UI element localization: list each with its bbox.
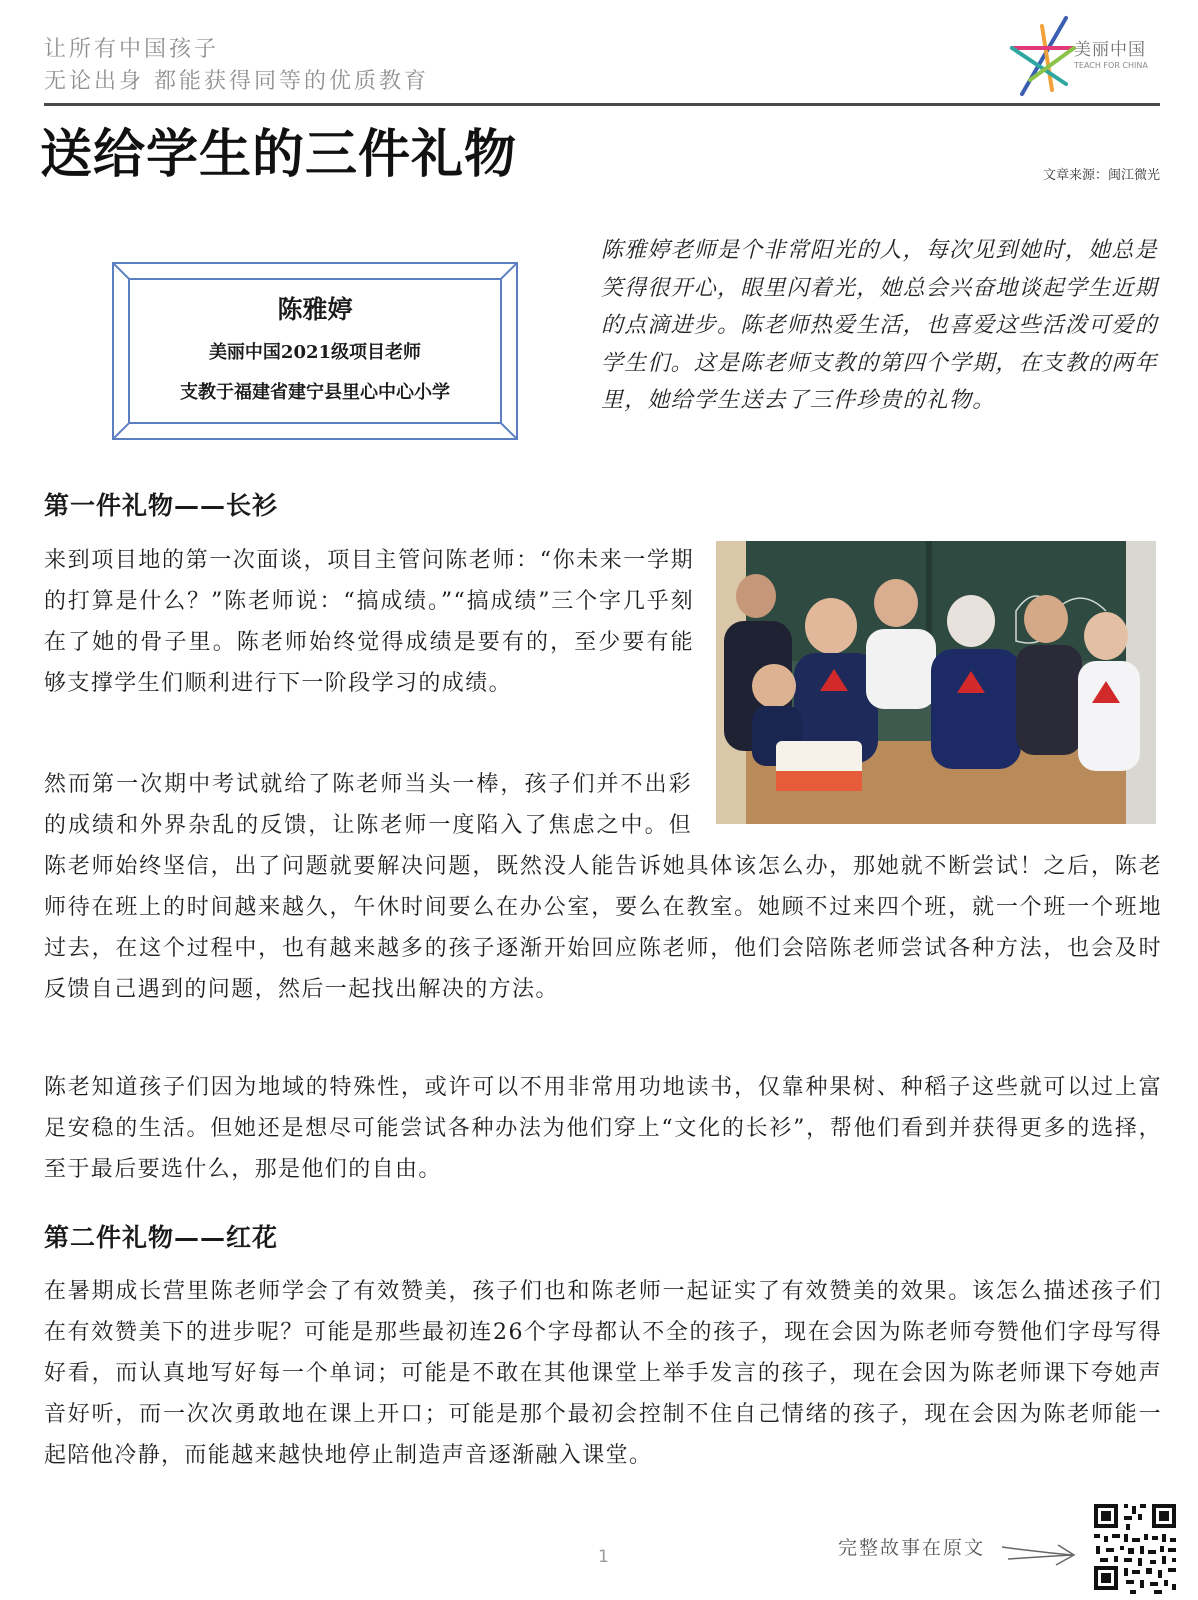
intro-paragraph: 陈雅婷老师是个非常阳光的人，每次见到她时，她总是笑得很开心，眼里闪着光，她总会兴奋地谈起学生近期的点滴进步。陈老师热爱生活，也喜爱这些活泼可爱的学生们。这是陈老师支教的第四个学期，在支教的两年里，她给学生送去了三件珍贵的礼物。: [601, 238, 1158, 413]
logo-text-cn: 美丽中国: [1074, 40, 1146, 60]
logo-text-en: TEACH FOR CHINA: [1074, 61, 1148, 70]
header-divider: [44, 103, 1160, 106]
article-source: 文章来源：闽江微光: [1042, 168, 1160, 183]
tagline-line-2: 无论出身 都能获得同等的优质教育: [44, 69, 429, 94]
arrow-right-icon: [1000, 1537, 1078, 1567]
section-1-paragraph-2-block: [44, 764, 1162, 1010]
section-1-paragraph-2: 然而第一次期中考试就给了陈老师当头一棒，孩子们并不出彩的成绩和外界杂乱的反馈，让陈老师一度陷入了焦虑之中。但陈老师始终坚信，出了问题就要解决问题，既然没人能告诉她具体该怎么办，那她就不断尝试！之后，陈老师待在班上的时间越来越久，午休时间要么在办公室，要么在教室。她顾不过来四个班，就一个班一个班地过去，在这个过程中，也有越来越多的孩子逐渐开始回应陈老师，他们会陪陈老师尝试各种方法，也会及时反馈自己遇到的问题，然后一起找出解决的方法。: [44, 772, 1162, 1002]
page-number: 1: [598, 1547, 609, 1567]
teacher-name: 陈雅婷: [277, 295, 353, 324]
star-logo-icon: [1008, 14, 1078, 100]
qr-code-icon: [1090, 1500, 1182, 1598]
section-1-paragraph-1: 来到项目地的第一次面谈，项目主管问陈老师：“你未来一学期的打算是什么？”陈老师说：“搞成绩。”“搞成绩”三个字几乎刻在了她的骨子里。陈老师始终觉得成绩是要有的，至少要有能够支撑学生们顺利进行下一阶段学习的成绩。: [44, 548, 694, 696]
article-title: 送给学生的三件礼物: [40, 125, 518, 185]
section-1-paragraph-3: 陈老知道孩子们因为地域的特殊性，或许可以不用非常用功地读书，仅靠种果树、种稻子这些就可以过上富足安稳的生活。但她还是想尽可能尝试各种办法为他们穿上“文化的长衫”，帮他们看到并获得更多的选择，至于最后要选什么，那是他们的自由。: [44, 1075, 1162, 1182]
section-2-paragraph-1: 在暑期成长营里陈老师学会了有效赞美，孩子们也和陈老师一起证实了有效赞美的效果。该怎么描述孩子们在有效赞美下的进步呢？可能是那些最初连26个字母都认不全的孩子，现在会因为陈老师夸赞他们字母写得好看，而认真地写好每一个单词；可能是不敢在其他课堂上举手发言的孩子，现在会因为陈老师课下夸她声音好听，而一次次勇敢地在课上开口；可能是那个最初会控制不住自己情绪的孩子，现在会因为陈老师能一起陪他冷静，而能越来越快地停止制造声音逐渐融入课堂。: [44, 1279, 1162, 1468]
teacher-name-card: [112, 262, 518, 440]
tagline: [44, 34, 429, 98]
teach-for-china-logo: [1008, 14, 1166, 100]
section-1-heading: 第一件礼物——长衫: [44, 491, 279, 520]
qr-code[interactable]: [1090, 1500, 1182, 1598]
tagline-line-1: 让所有中国孩子: [44, 37, 220, 62]
teacher-cohort: 美丽中国2021级项目老师: [208, 342, 422, 363]
photo-text-wrap-spacer: [692, 764, 1162, 846]
section-2-heading: 第二件礼物——红花: [44, 1223, 279, 1252]
teacher-school: 支教于福建省建宁县里心中心小学: [180, 382, 450, 403]
read-full-story-text: 完整故事在原文: [838, 1537, 986, 1559]
